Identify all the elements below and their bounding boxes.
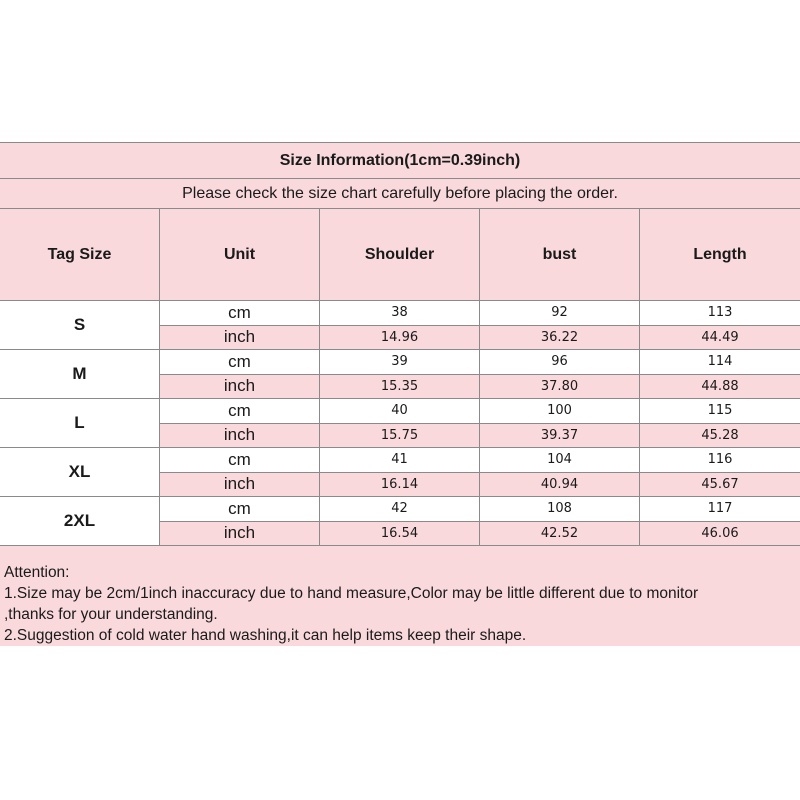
bust-cell: 96 [480,350,640,374]
length-cell: 116 [707,452,733,468]
size-group-xl [0,448,800,497]
tag-size-label: S [0,301,160,349]
table-row [160,497,800,522]
table-row [160,350,800,375]
shoulder-cell: 38 [320,301,480,325]
size-group-m [0,350,800,399]
bust-cell: 37.80 [480,375,640,399]
length-cell: 45.28 [701,427,739,443]
attention-notes [0,546,800,646]
size-group-2xl [0,497,800,546]
shoulder-cell: 16.54 [320,522,480,546]
header-unit: Unit [160,209,320,300]
attention-line-2: ,thanks for your understanding. [4,606,218,623]
size-chart [0,142,800,646]
bust-cell: 100 [480,399,640,423]
table-row [160,448,800,473]
size-group-s [0,301,800,350]
bust-cell: 39.37 [480,424,640,448]
attention-heading: Attention: [4,564,70,581]
unit-cell: cm [160,448,320,472]
shoulder-cell: 14.96 [320,326,480,350]
bust-cell: 36.22 [480,326,640,350]
table-row [160,375,800,399]
unit-cell: inch [160,326,320,350]
bust-cell: 42.52 [480,522,640,546]
table-row [160,424,800,448]
header-length: Length [693,245,747,263]
header-row [0,209,800,301]
table-row [160,301,800,326]
unit-cell: cm [160,497,320,521]
bust-cell: 108 [480,497,640,521]
tag-size-label: L [0,399,160,447]
size-notice: Please check the size chart carefully before placing the order. [0,179,800,209]
tag-size-label: 2XL [0,497,160,545]
shoulder-cell: 39 [320,350,480,374]
header-bust: bust [480,209,640,300]
shoulder-cell: 40 [320,399,480,423]
shoulder-cell: 15.35 [320,375,480,399]
size-group-l [0,399,800,448]
shoulder-cell: 15.75 [320,424,480,448]
length-cell: 44.49 [701,329,739,345]
shoulder-cell: 42 [320,497,480,521]
length-cell: 117 [707,501,733,517]
length-cell: 115 [707,403,733,419]
length-cell: 114 [707,354,733,370]
unit-cell: cm [160,350,320,374]
table-row [160,473,800,497]
bust-cell: 92 [480,301,640,325]
bust-cell: 104 [480,448,640,472]
attention-line-1: 1.Size may be 2cm/1inch inaccuracy due to hand measure,Color may be little different due to monitor [4,585,699,602]
shoulder-cell: 41 [320,448,480,472]
unit-cell: inch [160,375,320,399]
table-row [160,399,800,424]
table-row [160,326,800,350]
table-row [160,522,800,546]
length-cell: 45.67 [701,476,739,492]
unit-cell: inch [160,424,320,448]
tag-size-label: XL [0,448,160,496]
unit-cell: inch [160,473,320,497]
header-tag-size: Tag Size [0,209,160,300]
bust-cell: 40.94 [480,473,640,497]
shoulder-cell: 16.14 [320,473,480,497]
unit-cell: cm [160,301,320,325]
header-shoulder: Shoulder [320,209,480,300]
unit-cell: inch [160,522,320,546]
tag-size-label: M [0,350,160,398]
length-cell: 113 [707,305,733,321]
unit-cell: cm [160,399,320,423]
chart-title: Size Information(1cm=0.39inch) [0,143,800,179]
length-cell: 46.06 [701,525,739,541]
attention-line-3: 2.Suggestion of cold water hand washing,it can help items keep their shape. [4,627,527,644]
length-cell: 44.88 [701,378,739,394]
